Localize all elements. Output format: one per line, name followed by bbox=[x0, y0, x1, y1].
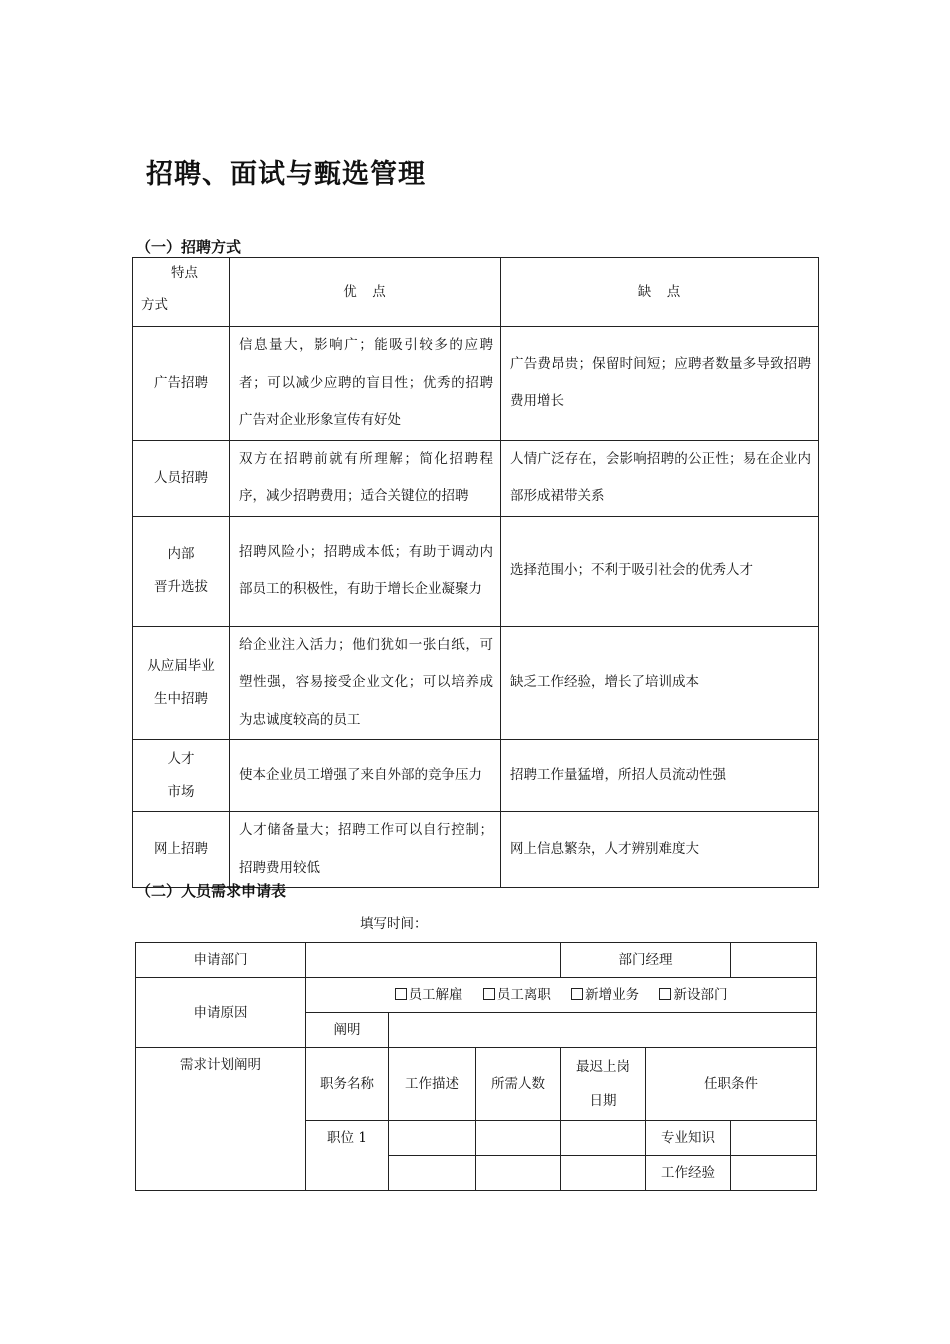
disadvantages-cell: 招聘工作量猛增，所招人员流动性强 bbox=[501, 740, 819, 812]
apply-dept-label: 申请部门 bbox=[136, 943, 306, 978]
advantages-cell: 信息量大，影响广；能吸引较多的应聘者；可以减少应聘的盲目性；优秀的招聘广告对企业形象宣传有好处 bbox=[230, 327, 501, 441]
checkbox-icon[interactable] bbox=[659, 988, 671, 1000]
table-header-row bbox=[133, 258, 819, 327]
disadvantages-cell: 人情广泛存在，会影响招聘的公正性；易在企业内部形成裙带关系 bbox=[501, 440, 819, 516]
section-title-staff-request: （二）人员需求申请表 bbox=[136, 882, 287, 900]
plan-label: 需求计划阐明 bbox=[136, 1048, 306, 1191]
job-desc-field[interactable] bbox=[389, 1156, 476, 1191]
section-title-recruit-methods: （一）招聘方式 bbox=[136, 238, 242, 256]
corner-cell bbox=[133, 258, 230, 327]
method-cell bbox=[133, 740, 230, 812]
disadvantages-cell: 缺乏工作经验，增长了培训成本 bbox=[501, 626, 819, 740]
position-1-label: 职位 1 bbox=[306, 1121, 389, 1191]
dept-manager-field[interactable] bbox=[731, 943, 817, 978]
advantages-cell: 给企业注入活力；他们犹如一张白纸，可塑性强，容易接受企业文化；可以培养成为忠诚度较高的员工 bbox=[230, 626, 501, 740]
staff-request-form bbox=[135, 942, 817, 1191]
checkbox-icon[interactable] bbox=[571, 988, 583, 1000]
method-cell: 人员招聘 bbox=[133, 440, 230, 516]
latest-date-field[interactable] bbox=[561, 1156, 646, 1191]
reason-option[interactable]: 员工离职 bbox=[483, 987, 551, 1003]
latest-date-field[interactable] bbox=[561, 1121, 646, 1156]
method-line: 晋升选拔 bbox=[154, 579, 208, 595]
form-row-dept bbox=[136, 943, 817, 978]
reason-options bbox=[306, 978, 817, 1013]
apply-dept-field[interactable] bbox=[306, 943, 561, 978]
disadvantages-cell: 网上信息繁杂，人才辨别难度大 bbox=[501, 812, 819, 888]
col-latest-date-line: 日期 bbox=[589, 1093, 617, 1109]
col-latest-date bbox=[561, 1048, 646, 1121]
method-line: 生中招聘 bbox=[154, 690, 208, 707]
disadvantages-cell: 选择范围小；不利于吸引社会的优秀人才 bbox=[501, 516, 819, 626]
experience-label: 工作经验 bbox=[646, 1156, 731, 1191]
method-line: 人才 bbox=[167, 750, 195, 767]
corner-label-method: 方式 bbox=[141, 297, 168, 313]
method-cell bbox=[133, 626, 230, 740]
advantages-cell: 招聘风险小；招聘成本低；有助于调动内部员工的积极性，有助于增长企业凝聚力 bbox=[230, 516, 501, 626]
col-qualifications: 任职条件 bbox=[646, 1048, 817, 1121]
explain-field[interactable] bbox=[389, 1013, 817, 1048]
page-title: 招聘、面试与甄选管理 bbox=[146, 159, 426, 190]
advantages-cell: 使本企业员工增强了来自外部的竞争压力 bbox=[230, 740, 501, 812]
table-row bbox=[133, 440, 819, 516]
form-row-reason bbox=[136, 978, 817, 1013]
needed-field[interactable] bbox=[476, 1121, 561, 1156]
method-line: 市场 bbox=[167, 783, 195, 800]
method-cell: 网上招聘 bbox=[133, 812, 230, 888]
header-disadvantages: 缺 点 bbox=[501, 258, 819, 327]
col-job-desc: 工作描述 bbox=[389, 1048, 476, 1121]
table-row bbox=[133, 626, 819, 740]
corner-label-feature: 特点 bbox=[171, 265, 198, 281]
header-advantages: 优 点 bbox=[230, 258, 501, 327]
knowledge-field[interactable] bbox=[731, 1121, 817, 1156]
method-cell: 广告招聘 bbox=[133, 327, 230, 441]
knowledge-label: 专业知识 bbox=[646, 1121, 731, 1156]
dept-manager-label: 部门经理 bbox=[561, 943, 731, 978]
col-latest-date-line: 最迟上岗 bbox=[576, 1059, 631, 1075]
table-row bbox=[133, 812, 819, 888]
job-desc-field[interactable] bbox=[389, 1121, 476, 1156]
reason-option[interactable]: 新设部门 bbox=[659, 987, 727, 1003]
reason-option[interactable]: 新增业务 bbox=[571, 987, 639, 1003]
advantages-cell: 双方在招聘前就有所理解；简化招聘程序，减少招聘费用；适合关键位的招聘 bbox=[230, 440, 501, 516]
apply-reason-label: 申请原因 bbox=[136, 978, 306, 1048]
col-needed: 所需人数 bbox=[476, 1048, 561, 1121]
method-line: 内部 bbox=[167, 546, 195, 562]
method-cell bbox=[133, 516, 230, 626]
table-row bbox=[133, 327, 819, 441]
checkbox-icon[interactable] bbox=[483, 988, 495, 1000]
table-row bbox=[133, 740, 819, 812]
col-job-name: 职务名称 bbox=[306, 1048, 389, 1121]
needed-field[interactable] bbox=[476, 1156, 561, 1191]
reason-option[interactable]: 员工解雇 bbox=[395, 987, 463, 1003]
explain-label: 阐明 bbox=[306, 1013, 389, 1048]
advantages-cell: 人才储备量大；招聘工作可以自行控制；招聘费用较低 bbox=[230, 812, 501, 888]
fill-time-label: 填写时间： bbox=[360, 916, 428, 932]
table-row bbox=[133, 516, 819, 626]
recruit-methods-table bbox=[132, 257, 819, 888]
disadvantages-cell: 广告费昂贵；保留时间短；应聘者数量多导致招聘费用增长 bbox=[501, 327, 819, 441]
experience-field[interactable] bbox=[731, 1156, 817, 1191]
method-line: 从应届毕业 bbox=[147, 657, 215, 674]
checkbox-icon[interactable] bbox=[395, 988, 407, 1000]
form-row-plan-header bbox=[136, 1048, 817, 1121]
